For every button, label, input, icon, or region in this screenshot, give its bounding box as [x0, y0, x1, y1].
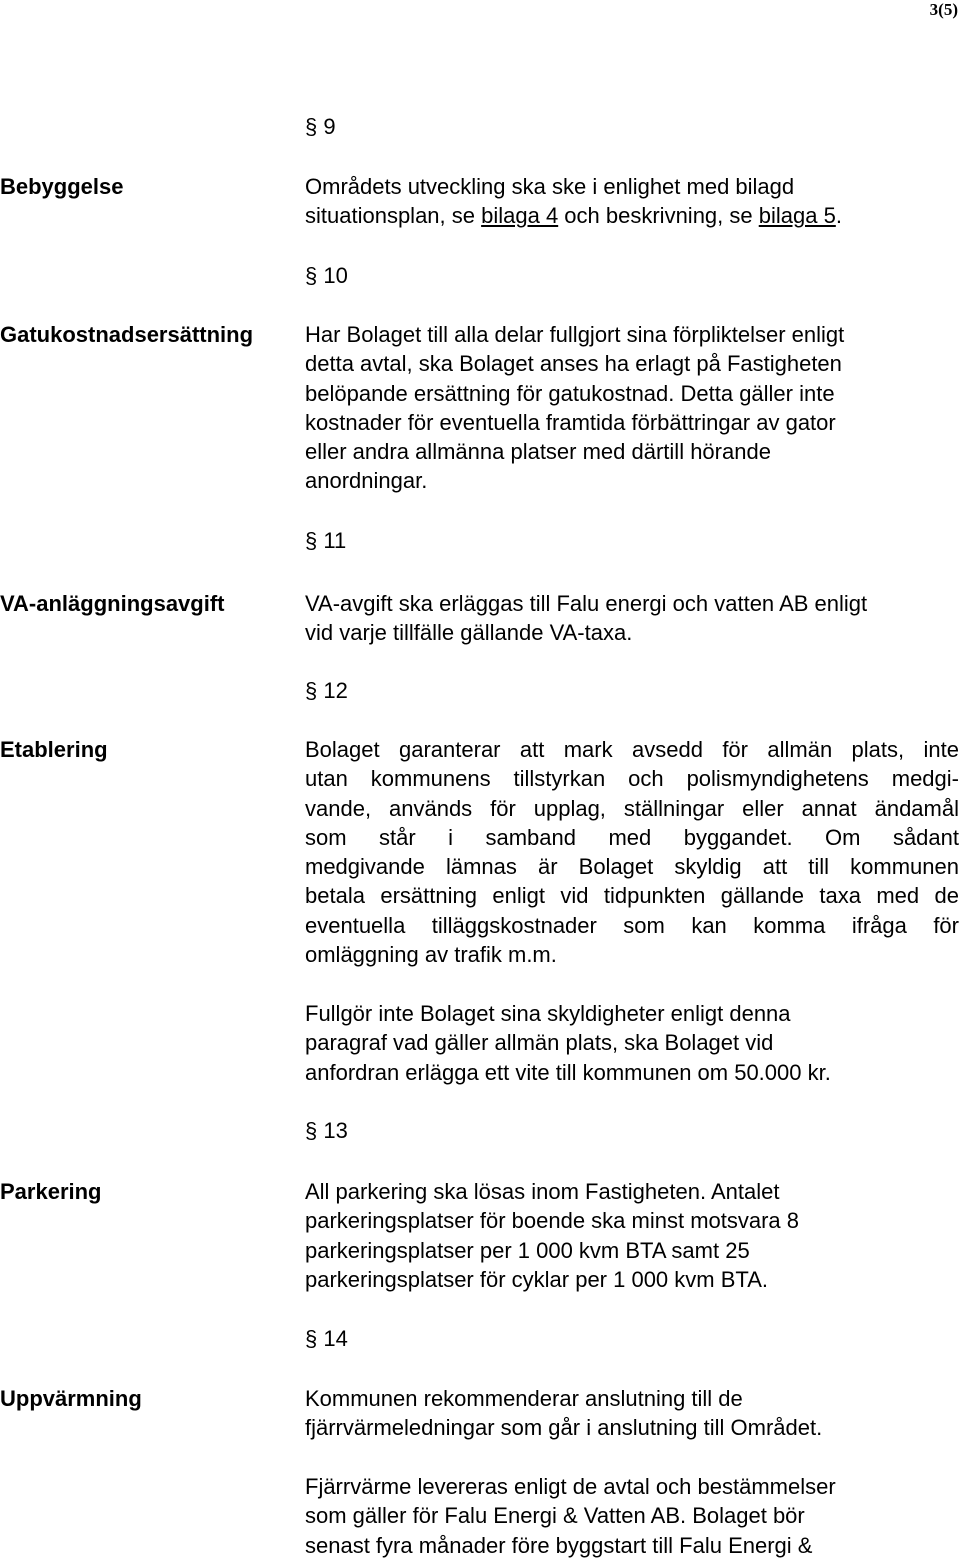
text-line: parkeringsplatser för cyklar per 1 000 kvm BTA.	[305, 1266, 768, 1292]
section-number-14: § 14	[305, 1326, 348, 1351]
link-bilaga-4[interactable]: bilaga 4	[481, 203, 559, 229]
heading-va-anlaggningsavgift: VA-anläggningsavgift	[0, 591, 225, 616]
text-line: medgivande lämnas är Bolaget skyldig att till kommunen	[305, 854, 959, 880]
text-line: utan kommunens tillstyrkan och polismyndighetens medgi-	[305, 766, 959, 792]
text-line: Bolaget garanterar att mark avsedd för allmän plats, inte	[305, 737, 959, 762]
paragraph-uppvarmning	[305, 1384, 959, 1443]
text-line: betala ersättning enligt vid tidpunkten gällande taxa med de	[305, 883, 959, 909]
text-line: som gäller för Falu Energi & Vatten AB. Bolaget bör	[305, 1503, 805, 1529]
paragraph-etablering-vite	[305, 999, 959, 1087]
paragraph-bebyggelse	[305, 172, 959, 231]
text-line: vid varje tillfälle gällande VA-taxa.	[305, 620, 633, 646]
text-line: kostnader för eventuella framtida förbättringar av gator	[305, 409, 836, 435]
text-line: senast fyra månader före byggstart till Falu Energi &	[305, 1532, 813, 1558]
paragraph-parkering	[305, 1177, 959, 1294]
section-number-13: § 13	[305, 1118, 348, 1143]
text-line: Har Bolaget till alla delar fullgjort sina förpliktelser enligt	[305, 322, 845, 347]
text-line: fjärrvärmeledningar som går i anslutning till Området.	[305, 1415, 823, 1441]
text-line: eventuella tilläggskostnader som kan komma ifråga för	[305, 912, 959, 938]
paragraph-fjarrvarme	[305, 1472, 959, 1560]
text-line: Fullgör inte Bolaget sina skyldigheter enligt denna	[305, 1001, 791, 1026]
heading-bebyggelse: Bebyggelse	[0, 174, 124, 199]
heading-etablering: Etablering	[0, 737, 108, 762]
text-line: omläggning av trafik m.m.	[305, 942, 557, 968]
link-bilaga-5[interactable]: bilaga 5	[758, 203, 836, 229]
section-number-12: § 12	[305, 678, 348, 703]
section-number-10: § 10	[305, 263, 348, 288]
text-line: Områdets utveckling ska ske i enlighet med bilagd	[305, 174, 795, 199]
heading-uppvarmning: Uppvärmning	[0, 1386, 142, 1411]
text-line: detta avtal, ska Bolaget anses ha erlagt på Fastigheten	[305, 351, 842, 377]
paragraph-etablering	[305, 735, 959, 969]
paragraph-va-anlaggningsavgift	[305, 589, 959, 648]
text-line: som står i samband med byggandet. Om sådant	[305, 824, 959, 850]
text-line: anfordran erlägga ett vite till kommunen om 50.000 kr.	[305, 1059, 831, 1085]
text-line: eller andra allmänna platser med därtill hörande	[305, 439, 771, 465]
text-line: VA-avgift ska erläggas till Falu energi och vatten AB enligt	[305, 591, 868, 616]
text-line: parkeringsplatser för boende ska minst motsvara 8	[305, 1208, 800, 1234]
text-line: parkeringsplatser per 1 000 kvm BTA samt 25	[305, 1237, 750, 1263]
text-line: All parkering ska lösas inom Fastigheten. Antalet	[305, 1179, 780, 1204]
text-line: paragraf vad gäller allmän plats, ska Bolaget vid	[305, 1030, 774, 1056]
section-number-11: § 11	[305, 528, 347, 553]
page-number: 3(5)	[929, 0, 958, 19]
text-line: Fjärrvärme levereras enligt de avtal och bestämmelser	[305, 1474, 836, 1499]
text-line: Kommunen rekommenderar anslutning till de	[305, 1386, 743, 1411]
text-line: belöpande ersättning för gatukostnad. Detta gäller inte	[305, 380, 835, 406]
heading-parkering: Parkering	[0, 1179, 102, 1204]
paragraph-gatukostnadsersattning	[305, 320, 959, 496]
text-line: vande, används för upplag, ställningar eller annat ändamål	[305, 795, 959, 821]
section-number-9: § 9	[305, 114, 336, 139]
heading-gatukostnadsersattning: Gatukostnadsersättning	[0, 322, 254, 347]
text-line: situationsplan, se bilaga 4 och beskrivning, se bilaga 5.	[305, 203, 842, 229]
text-line: anordningar.	[305, 468, 428, 494]
